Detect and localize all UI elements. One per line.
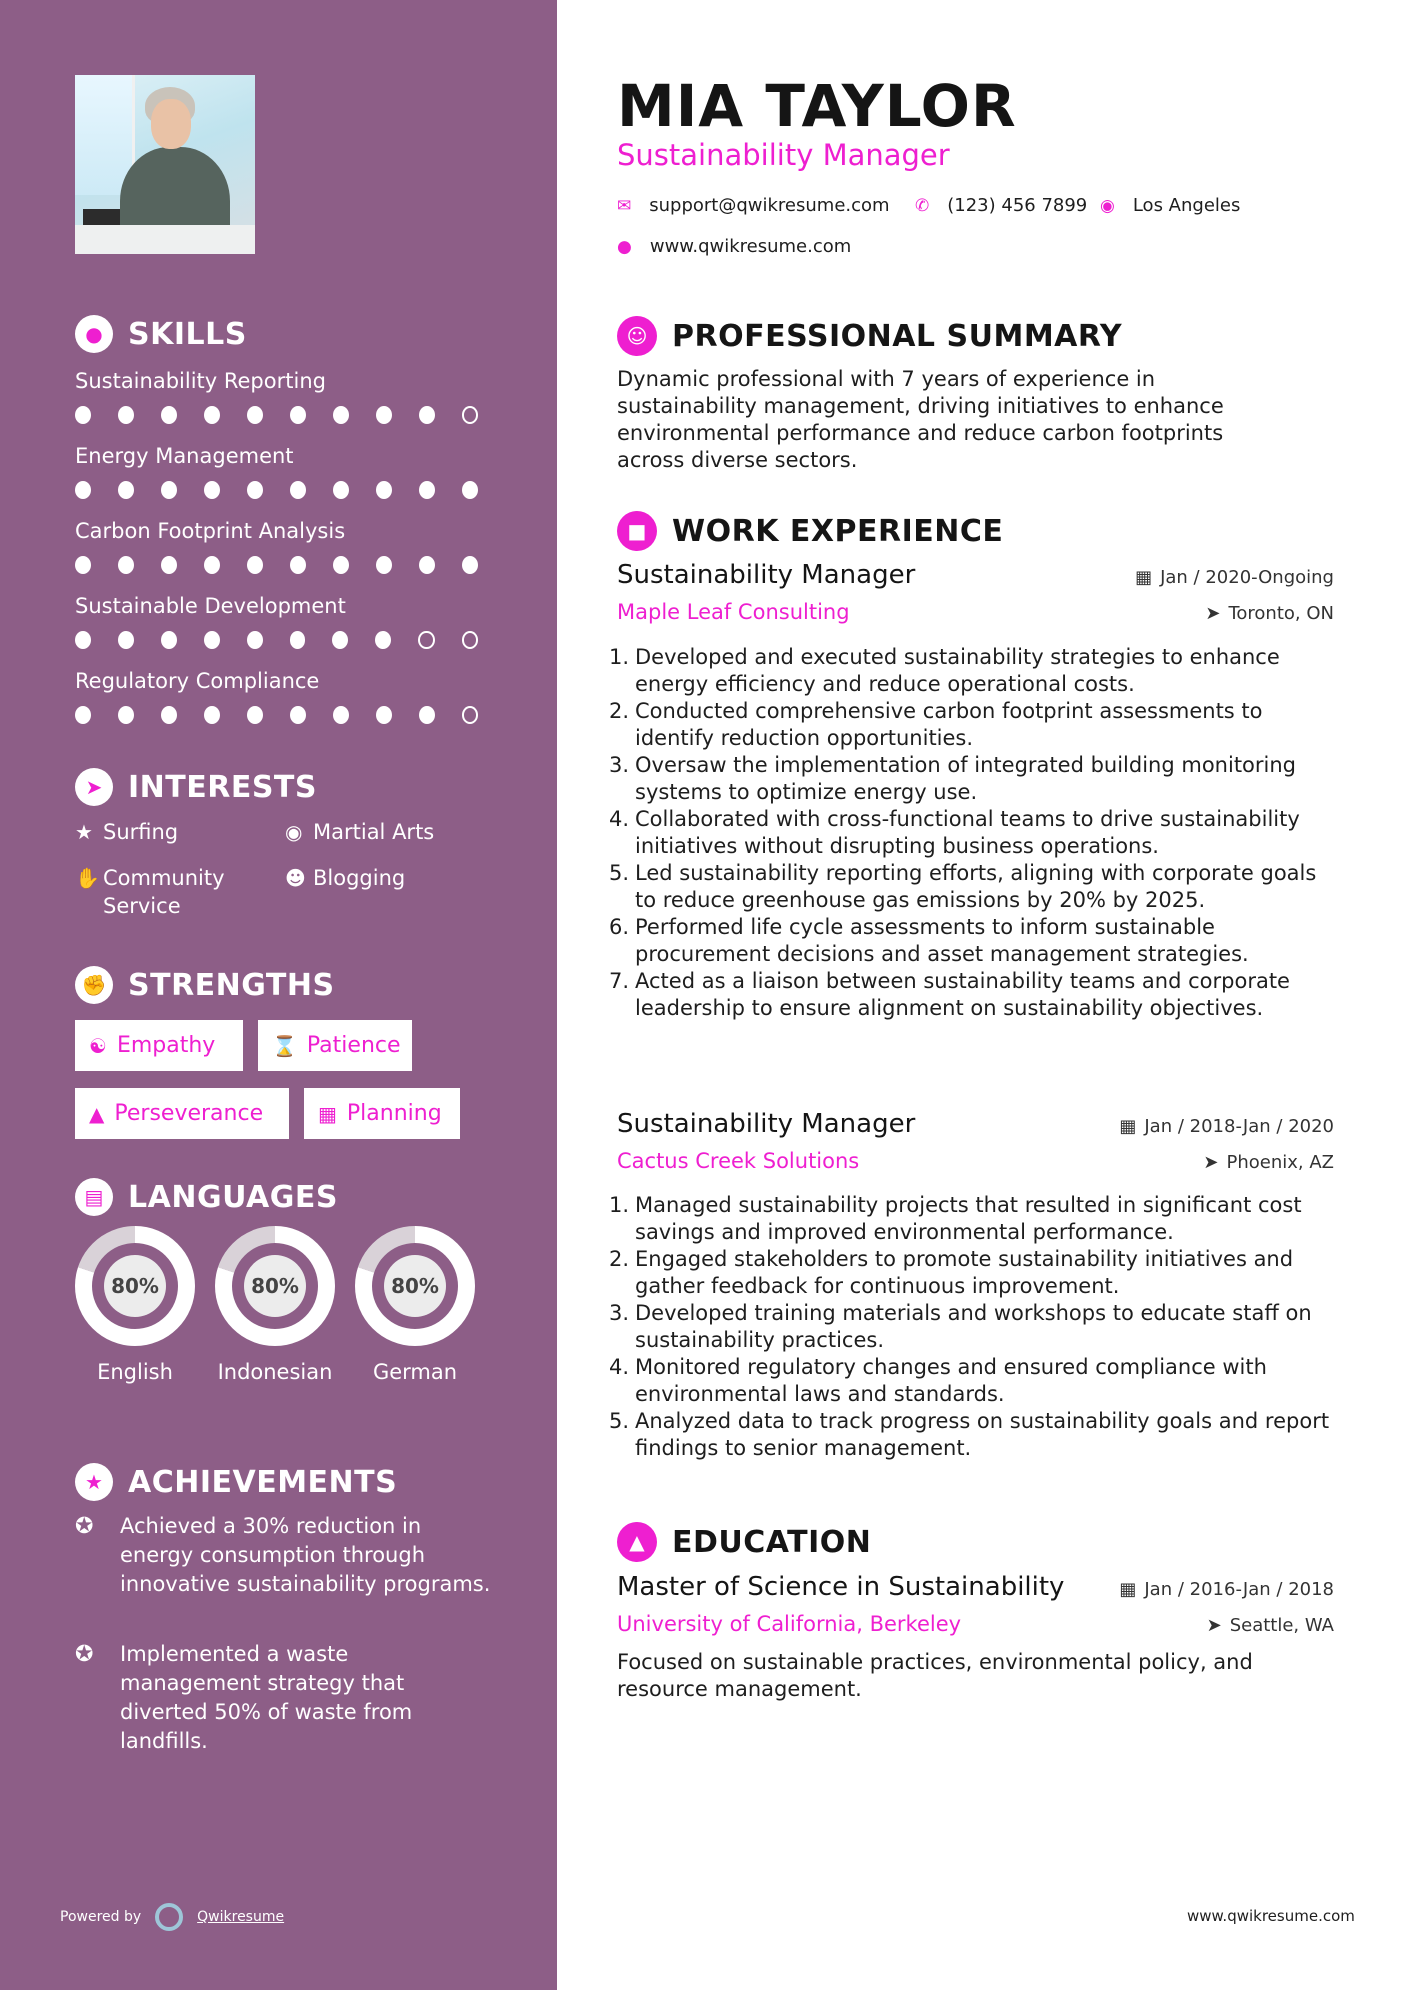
rating-dot-filled [204, 706, 220, 724]
rating-dot-filled [376, 406, 392, 424]
interest-item: ◉ Martial Arts [285, 820, 435, 844]
map-pin-icon: ◉ [1100, 195, 1115, 216]
summary-heading: ☺ PROFESSIONAL SUMMARY [617, 316, 1122, 356]
skill-item: Energy Management [75, 442, 505, 499]
calendar-icon: ▦ [1119, 1579, 1137, 1600]
rating-dot-filled [75, 406, 91, 424]
hourglass-icon: ⌛ [272, 1033, 297, 1058]
rating-dot-filled [204, 481, 220, 499]
rating-dot-filled [419, 706, 435, 724]
contact-location: ◉ Los Angeles [1100, 195, 1241, 216]
education-entry: Master of Science in Sustainability ▦ Jan / 2016-Jan / 2018 University of California, Berkeley ➤ Seattle, WA [617, 1572, 1334, 1636]
calendar-icon: ▦ [1119, 1116, 1137, 1137]
duty-item: 5. Led sustainability reporting efforts, aligning with corporate goals to reduce greenhouse gas emissions by 20% by 2025. [609, 861, 1317, 912]
job-duties [609, 644, 1337, 1022]
phone-icon: ✆ [915, 195, 930, 216]
star-badge-icon: ★ [75, 1463, 113, 1501]
rating-dot-filled [290, 406, 306, 424]
star-icon: ★ [75, 820, 93, 844]
rating-dot-filled [204, 406, 220, 424]
rating-dot-filled [247, 481, 263, 499]
rating-dot-filled [419, 406, 435, 424]
interest-item: ★ Surfing [75, 820, 179, 844]
achievements-heading: ★ ACHIEVEMENTS [75, 1463, 397, 1501]
job-company: Maple Leaf Consulting [617, 600, 850, 624]
calendar-icon: ▦ [318, 1101, 337, 1126]
rating-dot-filled [161, 706, 177, 724]
strength-tag: ☯ Empathy [75, 1020, 243, 1071]
duty-item: 5. Analyzed data to track progress on sustainability goals and report findings to senior management. [609, 1409, 1330, 1460]
rating-dot-filled [118, 481, 134, 499]
rating-dot-filled [161, 631, 177, 649]
skill-rating [75, 481, 505, 499]
rating-dot-filled [419, 481, 435, 499]
duty-item: 1. Developed and executed sustainability strategies to enhance energy efficiency and reduce operational costs. [609, 645, 1280, 696]
rating-dot-empty [418, 631, 434, 649]
duty-item: 3. Developed training materials and workshops to educate staff on sustainability practices. [609, 1301, 1312, 1352]
education-heading: ▲ EDUCATION [617, 1522, 871, 1562]
job-company: Cactus Creek Solutions [617, 1149, 860, 1173]
rating-dot-filled [75, 481, 91, 499]
candidate-title: Sustainability Manager [617, 138, 950, 172]
job-title: Sustainability Manager [617, 560, 916, 590]
job-entry: Sustainability Manager ▦ Jan / 2020-Ongoing Maple Leaf Consulting ➤ Toronto, ON [617, 560, 1334, 624]
rating-dot-filled [375, 631, 391, 649]
skill-rating [75, 556, 505, 574]
experience-heading: ■ WORK EXPERIENCE [617, 511, 1003, 551]
handshake-icon: ☯ [89, 1033, 107, 1058]
contact-phone[interactable]: ✆ (123) 456 7899 [915, 195, 1088, 216]
language-progress-ring: 80% [215, 1226, 335, 1346]
job-duties [609, 1192, 1337, 1462]
language-progress-ring: 80% [75, 1226, 195, 1346]
skill-item: Sustainability Reporting [75, 367, 505, 424]
rating-dot-filled [333, 481, 349, 499]
languages-heading: ▤ LANGUAGES [75, 1178, 338, 1216]
pin-icon: ➤ [1203, 1152, 1219, 1173]
globe-icon: ● [617, 236, 632, 257]
rating-dot-filled [290, 481, 306, 499]
rating-dot-filled [161, 406, 177, 424]
duty-item: 6. Performed life cycle assessments to inform sustainable procurement decisions and asset management strategies. [609, 915, 1249, 966]
rating-dot-filled [204, 631, 220, 649]
duty-item: 7. Acted as a liaison between sustainability teams and corporate leadership to ensure alignment on sustainability objectives. [609, 969, 1290, 1020]
calendar-icon: ▦ [1135, 567, 1153, 588]
contact-website[interactable]: ● www.qwikresume.com [617, 236, 852, 257]
rating-dot-filled [247, 706, 263, 724]
envelope-icon: ✉ [617, 195, 632, 216]
strength-tag: ⌛ Patience [258, 1020, 412, 1071]
contact-email[interactable]: ✉ support@qwikresume.com [617, 195, 890, 216]
rating-dot-filled [332, 631, 348, 649]
skill-rating [75, 706, 505, 724]
rating-dot-filled [161, 481, 177, 499]
fist-icon: ✊ [75, 966, 113, 1004]
pin-icon: ➤ [1206, 1615, 1222, 1636]
skill-rating [75, 406, 505, 424]
qwikresume-link[interactable]: Qwikresume [197, 1909, 285, 1925]
language-item: 80% Indonesian [215, 1226, 335, 1386]
strengths-heading: ✊ STRENGTHS [75, 966, 335, 1004]
strength-tag: ▦ Planning [304, 1088, 460, 1139]
rating-dot-filled [376, 706, 392, 724]
duty-item: 1. Managed sustainability projects that resulted in significant cost savings and improved environmental performance. [609, 1193, 1302, 1244]
interest-item: ☻ Blogging [285, 866, 406, 890]
rating-dot-filled [290, 631, 306, 649]
graduation-icon: ▲ [617, 1522, 657, 1562]
paper-plane-icon: ➤ [75, 768, 113, 806]
user-icon: ☺ [617, 316, 657, 356]
skill-item: Regulatory Compliance [75, 667, 505, 724]
rating-dot-filled [204, 556, 220, 574]
qwikresume-logo-icon [155, 1903, 183, 1931]
candidate-name: MIA TAYLOR [617, 72, 1017, 140]
skill-item: Carbon Footprint Analysis [75, 517, 505, 574]
rating-dot-filled [247, 631, 263, 649]
rating-dot-filled [333, 406, 349, 424]
rating-dot-filled [333, 556, 349, 574]
rating-dot-filled [118, 556, 134, 574]
rating-dot-filled [462, 481, 478, 499]
rating-dot-filled [376, 556, 392, 574]
hand-icon: ✋ [75, 866, 100, 890]
job-title: Sustainability Manager [617, 1109, 916, 1139]
duty-item: 2. Engaged stakeholders to promote sustainability initiatives and gather feedback for continuous improvement. [609, 1247, 1294, 1298]
star-hand-icon: ✪ [75, 1514, 94, 1539]
rating-dot-empty [462, 706, 478, 724]
strength-tag: ▲ Perseverance [75, 1088, 289, 1139]
rating-dot-filled [118, 631, 134, 649]
degree: Master of Science in Sustainability [617, 1572, 1065, 1602]
skill-item: Sustainable Development [75, 592, 505, 649]
users-icon: ☻ [285, 866, 306, 890]
duty-item: 3. Oversaw the implementation of integrated building monitoring systems to optimize energy use. [609, 753, 1297, 804]
language-progress-ring: 80% [355, 1226, 475, 1346]
sidebar [0, 0, 557, 1990]
interests-heading: ➤ INTERESTS [75, 768, 317, 806]
duty-item: 4. Collaborated with cross-functional teams to drive sustainability initiatives without disrupting business operations. [609, 807, 1300, 858]
rating-dot-filled [75, 556, 91, 574]
language-item: 80% German [355, 1226, 475, 1386]
lightbulb-icon: ● [75, 315, 113, 353]
rating-dot-empty [462, 631, 478, 649]
pin-icon: ➤ [1205, 603, 1221, 624]
rating-dot-filled [376, 481, 392, 499]
duty-item: 4. Monitored regulatory changes and ensured compliance with environmental laws and standards. [609, 1355, 1267, 1406]
rating-dot-filled [161, 556, 177, 574]
duty-item: 2. Conducted comprehensive carbon footprint assessments to identify reduction opportunities. [609, 699, 1263, 750]
language-item: 80% English [75, 1226, 195, 1386]
footer-url[interactable]: www.qwikresume.com [1187, 1907, 1355, 1925]
skill-rating [75, 631, 505, 649]
language-icon: ▤ [75, 1178, 113, 1216]
summary-text: Dynamic professional with 7 years of experience in sustainability management, driving initiatives to enhance environmental performance and reduce carbon footprints across diverse sectors. [617, 367, 1224, 472]
rating-dot-filled [419, 556, 435, 574]
rating-dot-filled [247, 556, 263, 574]
rating-dot-empty [462, 406, 478, 424]
rating-dot-filled [75, 706, 91, 724]
rating-dot-filled [75, 631, 91, 649]
rating-dot-filled [290, 556, 306, 574]
rating-dot-filled [118, 406, 134, 424]
school: University of California, Berkeley [617, 1612, 962, 1636]
powered-by: Powered by Qwikresume [60, 1903, 284, 1931]
rating-dot-filled [462, 556, 478, 574]
star-hand-icon: ✪ [75, 1642, 94, 1667]
profile-photo [75, 75, 255, 254]
rating-dot-filled [118, 706, 134, 724]
achievement-item: ✪ Achieved a 30% reduction in energy consumption through innovative sustainability programs. [75, 1512, 495, 1599]
interest-item: ✋ Community Service [75, 866, 225, 918]
education-description: Focused on sustainable practices, environmental policy, and resource management. [617, 1650, 1253, 1701]
briefcase-icon: ■ [617, 511, 657, 551]
globe-icon: ◉ [285, 820, 303, 844]
achievement-item: ✪ Implemented a waste management strategy that diverted 50% of waste from landfills. [75, 1640, 495, 1756]
rating-dot-filled [247, 406, 263, 424]
rating-dot-filled [333, 706, 349, 724]
road-icon: ▲ [89, 1101, 105, 1126]
job-entry: Sustainability Manager ▦ Jan / 2018-Jan / 2020 Cactus Creek Solutions ➤ Phoenix, AZ [617, 1109, 1334, 1173]
rating-dot-filled [290, 706, 306, 724]
skills-heading: ● SKILLS [75, 315, 247, 353]
